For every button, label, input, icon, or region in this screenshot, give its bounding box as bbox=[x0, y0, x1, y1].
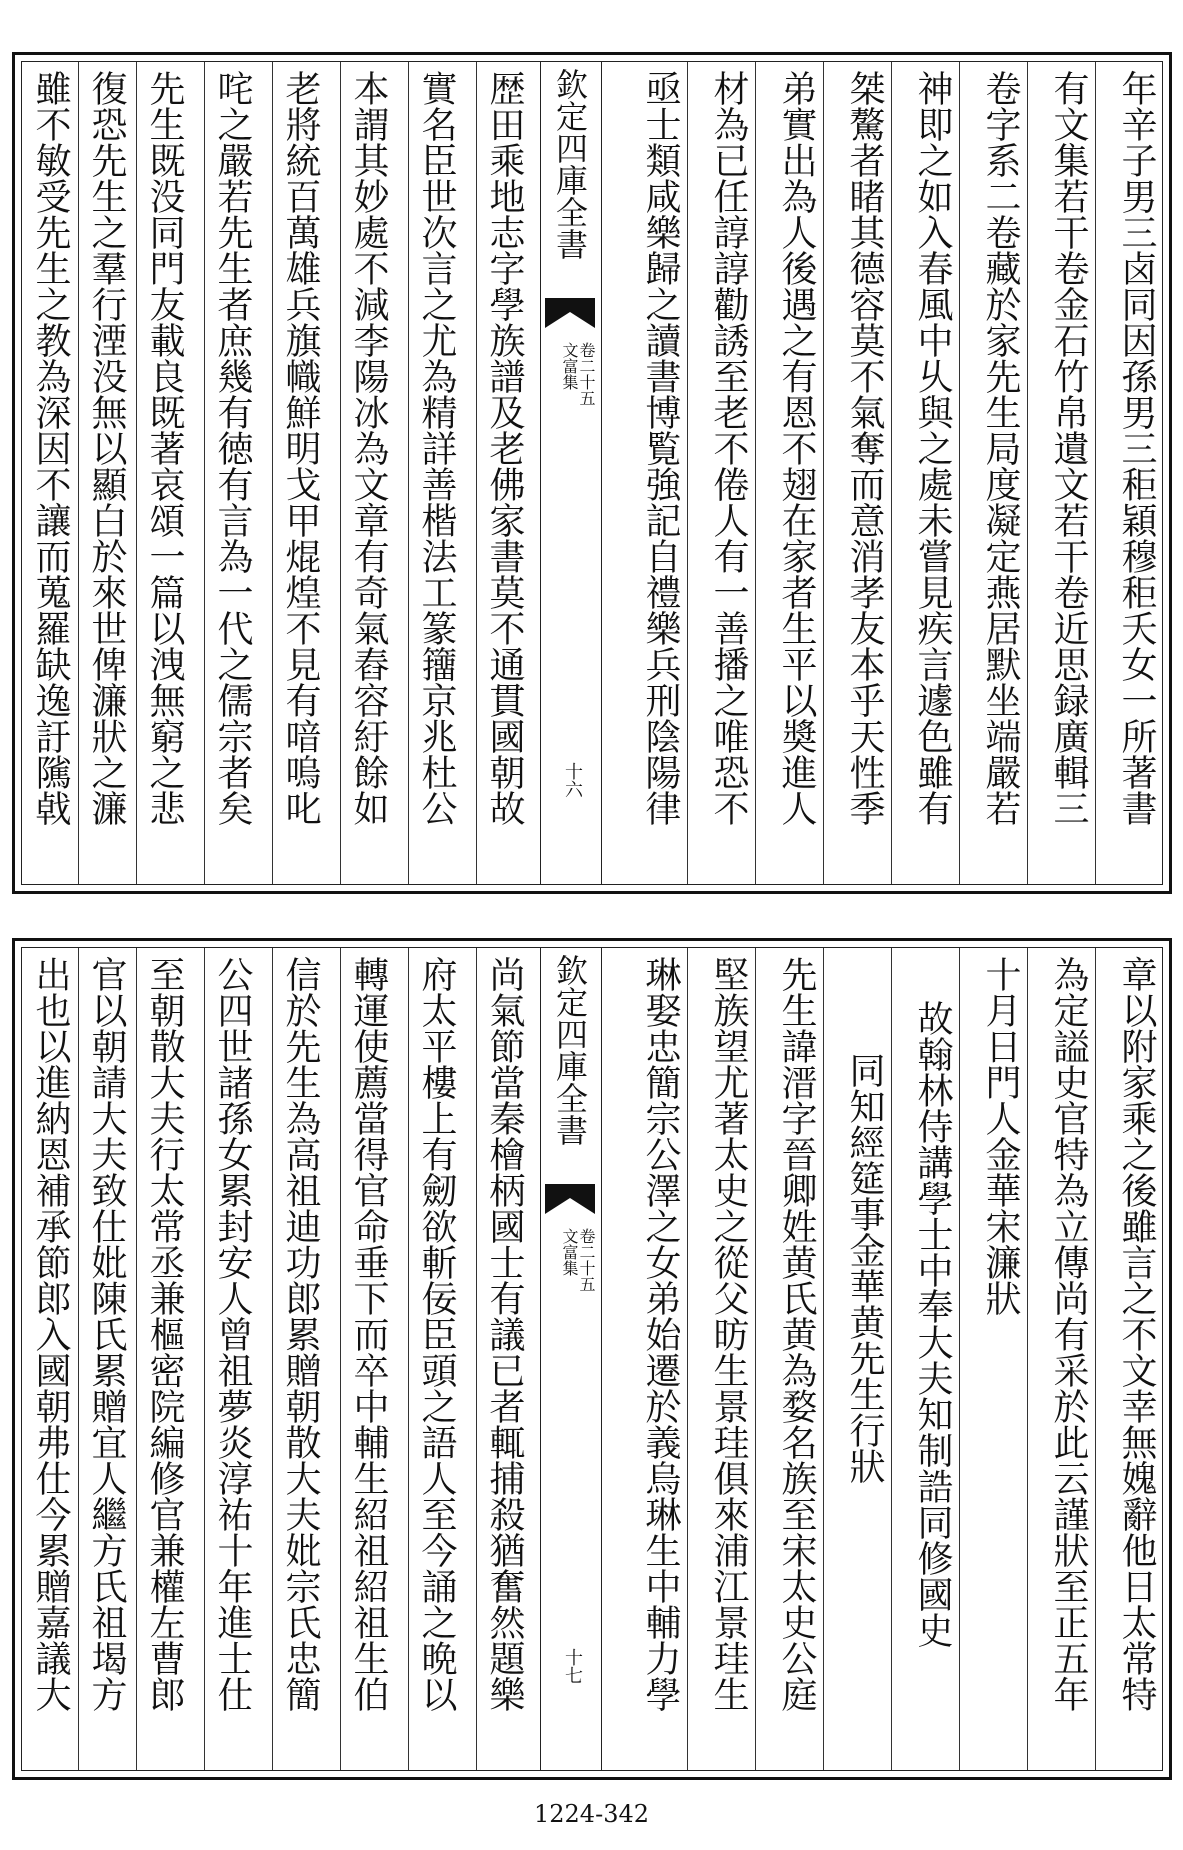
text-column bbox=[344, 956, 392, 1762]
text-column bbox=[636, 956, 684, 1762]
text-column bbox=[1044, 956, 1092, 1762]
column-text: 同知經筵事金華黄先生行狀 bbox=[844, 1052, 885, 1484]
text-column bbox=[140, 70, 188, 876]
text-column bbox=[976, 70, 1024, 876]
column-text: 亟士類咸樂歸之讀書博覧強記自禮樂兵刑陰陽律 bbox=[640, 70, 681, 826]
column-text: 堅族望尤著太史之從父昉生景珪俱來浦江景珪生 bbox=[708, 956, 749, 1712]
text-column bbox=[208, 70, 256, 876]
column-text: 實名臣世次言之尤為精詳善楷法工篆籒京兆杜公 bbox=[416, 70, 457, 826]
text-column bbox=[636, 70, 684, 876]
column-text: 府太平樓上有劒欲斬佞臣頭之語人至今誦之晩以 bbox=[416, 956, 457, 1712]
text-column bbox=[82, 70, 130, 876]
column-text: 有文集若干卷金石竹帛遺文若干卷近思録廣輯三 bbox=[1048, 70, 1089, 826]
column-text: 琳娶忠簡宗公澤之女弟始遷於義烏琳生中輔力學 bbox=[640, 956, 681, 1712]
text-column bbox=[208, 956, 256, 1762]
column-text: 神即之如入春風中乆與之處未嘗見疾言遽色雖有 bbox=[912, 70, 953, 826]
page-footer-number: 1224-342 bbox=[534, 1800, 649, 1828]
fish-tail-icon bbox=[545, 1184, 595, 1214]
text-column-heading bbox=[908, 956, 956, 1762]
column-text: 先生諱溍字晉卿姓黄氏黄為婺名族至宋太史公庭 bbox=[776, 956, 817, 1712]
text-column bbox=[412, 70, 460, 876]
column-text: 故翰林侍講學士中奉大夫知制誥同修國史 bbox=[912, 1000, 953, 1648]
column-text: 先生既没同門友載良既著哀頌一篇以洩無窮之悲 bbox=[144, 70, 185, 826]
leaf-number: 十六 bbox=[562, 762, 583, 798]
text-column bbox=[344, 70, 392, 876]
text-column bbox=[840, 70, 888, 876]
column-text: 咤之嚴若先生者庶幾有徳有言為一代之儒宗者矣 bbox=[212, 70, 253, 826]
text-column bbox=[480, 956, 528, 1762]
column-text: 轉運使薦當得官命垂下而卒中輔生紹祖紹祖生伯 bbox=[348, 956, 389, 1712]
column-text: 老將統百萬雄兵旗幟鮮明戈甲焜煌不見有喑嗚叱 bbox=[280, 70, 321, 826]
text-column bbox=[140, 956, 188, 1762]
column-text: 信於先生為高祖迪功郎累贈朝散大夫妣宗氏忠簡 bbox=[280, 956, 321, 1712]
column-text: 雖不敏受先生之教為深因不讓而蒐羅缺逸訏隲㦸 bbox=[30, 70, 71, 826]
column-text: 歴田乘地志字學族譜及老佛家書莫不通貫國朝故 bbox=[484, 70, 525, 826]
text-column bbox=[412, 956, 460, 1762]
column-text: 本謂其妙處不減李陽冰為文章有奇氣舂容紆餘如 bbox=[348, 70, 389, 826]
top-page bbox=[12, 52, 1172, 894]
bottom-page bbox=[12, 938, 1172, 1780]
column-text: 年辛子男三卤同因孫男三秬穎穆秬夭女一所著書 bbox=[1116, 70, 1157, 826]
column-text: 桀驁者睹其德容莫不氣奪而意消孝友本乎天性季 bbox=[844, 70, 885, 826]
text-column bbox=[1112, 956, 1160, 1762]
column-text: 復恐先生之羣行湮没無以顯白於來世俾濂狀之濂 bbox=[86, 70, 127, 826]
library-title: 欽定四庫全書 bbox=[551, 68, 589, 260]
column-text: 卷字系二卷藏於家先生局度凝定燕居默坐端嚴若 bbox=[980, 70, 1021, 826]
text-column bbox=[704, 70, 752, 876]
collection-name: 文富集 bbox=[560, 1228, 579, 1276]
top-page-frame bbox=[21, 61, 1163, 885]
text-column bbox=[1044, 70, 1092, 876]
juan-number: 卷二十五 bbox=[577, 342, 596, 406]
library-title: 欽定四庫全書 bbox=[551, 954, 589, 1146]
text-column bbox=[276, 70, 324, 876]
center-band bbox=[540, 948, 602, 1770]
column-text: 官以朝請大夫致仕妣陳氏累贈宜人繼方氏祖堨方 bbox=[86, 956, 127, 1712]
text-column bbox=[772, 956, 820, 1762]
column-text: 十月日門人金華宋濂狀 bbox=[980, 956, 1021, 1316]
column-text: 材為已任諄諄勸誘至老不倦人有一善播之唯恐不 bbox=[708, 70, 749, 826]
bottom-page-frame bbox=[21, 947, 1163, 1771]
fish-tail-icon bbox=[545, 298, 595, 328]
text-column bbox=[82, 956, 130, 1762]
column-text: 公四世諸孫女累封安人曾祖夢炎淳祐十年進士仕 bbox=[212, 956, 253, 1712]
text-column bbox=[480, 70, 528, 876]
leaf-number: 十七 bbox=[562, 1648, 583, 1684]
column-text: 至朝散大夫行太常丞兼樞密院編修官兼權左曹郎 bbox=[144, 956, 185, 1712]
column-text: 為定謚史官特為立傳尚有采於此云謹狀至正五年 bbox=[1048, 956, 1089, 1712]
text-column bbox=[908, 70, 956, 876]
column-text: 章以附家乘之後雖言之不文幸無媿辭他日太常特 bbox=[1116, 956, 1157, 1712]
text-column bbox=[976, 956, 1024, 1762]
text-column bbox=[1112, 70, 1160, 876]
text-column bbox=[772, 70, 820, 876]
juan-number: 卷二十五 bbox=[577, 1228, 596, 1292]
text-column bbox=[26, 70, 74, 876]
center-band bbox=[540, 62, 602, 884]
column-text: 弟實出為人後遇之有恩不翅在家者生平以奬進人 bbox=[776, 70, 817, 826]
column-text: 尚氣節當秦檜柄國士有議已者輒捕殺猶奮然題樂 bbox=[484, 956, 525, 1712]
column-text: 出也以進納恩補承節郎入國朝弗仕今累贈嘉議大 bbox=[30, 956, 71, 1712]
text-column bbox=[276, 956, 324, 1762]
text-column bbox=[704, 956, 752, 1762]
text-column-heading bbox=[840, 956, 888, 1762]
collection-name: 文富集 bbox=[560, 342, 579, 390]
text-column bbox=[26, 956, 74, 1762]
